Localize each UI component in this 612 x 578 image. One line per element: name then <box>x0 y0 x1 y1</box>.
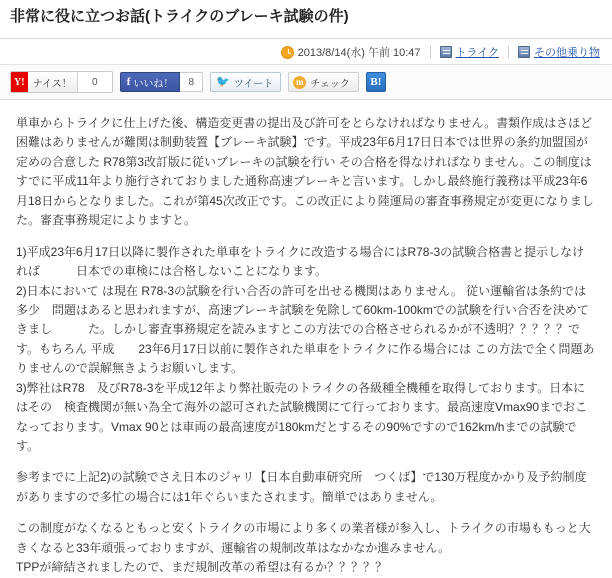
facebook-like-label: いいね！ <box>133 78 174 90</box>
article-paragraph: この制度がなくなるともっと安くトライクの市場により多くの業者様が参入し、トライクの市場ももっと大きくなると33年頑張っておりますが、運輸省の規制改革はなかなか進みません。 <box>16 521 591 555</box>
title-bar <box>0 0 612 32</box>
timestamp-text: 2013/8/14(水) 午前 10:47 <box>297 47 421 59</box>
folder-icon <box>440 46 452 58</box>
article-paragraph: 単車からトライクに仕上げた後、構造変更書の提出及び許可をとらなければなりません。書類作成はさほど困難はありませんが難関は制動装置【ブレーキ試験】です。平成23年6月17日日本では世界の条約加盟国が定めの合意した R78第3改訂版に従いブレーキの試験を行い その合格を得なければなりません。この制度はすでに平成11年より施行されておりました通称高速ブレーキと言います。しかし最終施行義務は平成23年6月18日からとなりました。これが第45次改正です。この改正により陸運局の審査事務規定が変更になりました。審査事務規定によりますと。 <box>16 116 594 228</box>
meta-divider-2 <box>508 46 509 58</box>
category <box>440 44 499 60</box>
timestamp <box>281 44 421 60</box>
yahoo-nice-button[interactable] <box>10 71 113 93</box>
folder-icon-2 <box>518 46 530 58</box>
yahoo-logo-icon: Y! <box>11 72 28 92</box>
article-paragraph: 参考までに上記2)の試験でさえ日本のジャリ【日本自動車研究所 つくば】で130万程度かかり及予約制度がありますので多忙の場合には1年ぐらいまたされます。簡単ではありません。 <box>16 470 587 504</box>
facebook-like-button[interactable] <box>120 72 181 92</box>
article-body <box>0 100 612 578</box>
hatena-bookmark-button[interactable]: B! <box>366 72 386 92</box>
mixi-check-icon: m <box>293 76 306 89</box>
twitter-bird-icon: 🐦 <box>216 75 230 88</box>
twitter-tweet-label: ツイート <box>233 78 274 90</box>
facebook-like-count: 8 <box>180 72 203 92</box>
twitter-tweet-button[interactable] <box>210 72 281 92</box>
meta-divider <box>430 46 431 58</box>
mixi-check-label: チェック <box>310 78 350 90</box>
mixi-check-button[interactable] <box>288 72 359 92</box>
entry-meta <box>0 39 612 64</box>
category-link[interactable]: トライク <box>455 47 499 59</box>
social-share-bar <box>0 65 612 99</box>
subcategory-link[interactable]: その他乗り物 <box>534 47 600 59</box>
subcategory <box>518 44 600 60</box>
page-title: 非常に役に立つお話(トライクのブレーキ試験の件) <box>10 8 349 25</box>
article-paragraph: TPPが締結されましたので、まだ規制改革の希望は有るか？？？？？ <box>16 560 388 575</box>
clock-icon <box>281 46 294 59</box>
yahoo-nice-label: ナイス！ <box>28 72 78 92</box>
facebook-f-icon: f <box>126 76 131 88</box>
yahoo-nice-count: 0 <box>78 72 112 92</box>
facebook-like-widget[interactable] <box>120 72 203 92</box>
article-paragraph: 2)日本において は現在 R78-3の試験を行い合否の許可を出せる機関はありません。 従い運輸省は条約では多少 問題はあると思われますが、高速ブレーキ試験を免除して60km-100kmでの試験を行い合否を決めてきまし た。しかし審査事務規定を読みますとこの方法での合格させられるかが不透明？？？？？です。もちろん 平成 23年6月17日以前に製作された単車をトライクに作る場合には この方法で全く問題ありませんので誤解無きようお願いします。 <box>16 283 595 376</box>
article-paragraph: 3)弊社はR78 及びR78-3を平成12年より弊社販売のトライクの各級種全機種を取得しております。日本にはその 検査機関が無い為全て海外の認可された試験機関にて行っております。最高速度Vmax90までおこなっております。Vmax 90とは車両の最高速度が180kmだとするその90%ですので162km/hまでの試験です。 <box>16 380 588 453</box>
article-paragraph: 1)平成23年6月17日以降に製作された単車をトライクに改造する場合にはR78-3の試験合格書と提示しなければ 日本での車検には合格しないことになります。 <box>16 244 585 279</box>
